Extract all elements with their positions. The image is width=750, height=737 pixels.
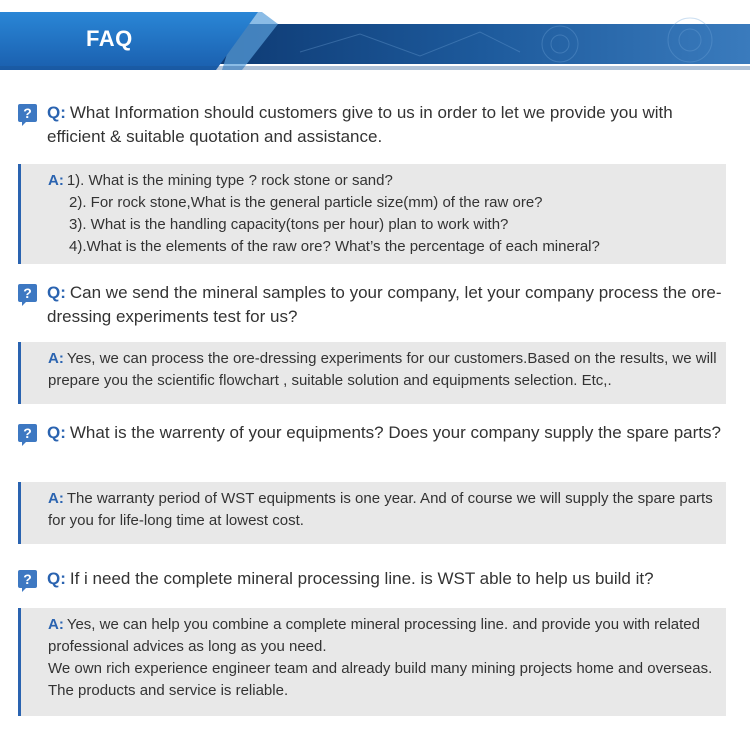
question-label: Q:: [47, 569, 66, 588]
answer-label: A:: [48, 172, 64, 189]
faq-question-1: [18, 101, 733, 149]
question-text: What is the warrenty of your equipments? Does your company supply the spare parts?: [69, 423, 721, 442]
answer-label: A:: [48, 616, 64, 633]
question-label: Q:: [47, 283, 66, 302]
question-text: What Information should customers give to us in order to let we provide you with efficient & suitable quotation and assistance.: [47, 103, 673, 146]
faq-question-4: [18, 567, 733, 591]
faq-answer-4: [18, 608, 726, 716]
faq-banner: [0, 12, 750, 70]
answer-line: 2). For rock stone,What is the general particle size(mm) of the raw ore?: [69, 194, 543, 211]
question-text: Can we send the mineral samples to your company, let your company process the ore-dressing experiments test for us?: [47, 283, 722, 326]
faq-answer-3: [18, 482, 726, 544]
question-label: Q:: [47, 103, 66, 122]
answer-text: Yes, we can help you combine a complete mineral processing line. and provide you with related professional advices as long as you need.: [48, 616, 700, 655]
question-label: Q:: [47, 423, 66, 442]
answer-label: A:: [48, 350, 64, 367]
answer-line: 4).What is the elements of the raw ore? What’s the percentage of each mineral?: [69, 238, 600, 255]
answer-text: The warranty period of WST equipments is one year. And of course we will supply the spare parts for you for life-long time at lowest cost.: [48, 490, 713, 529]
answer-text: Yes, we can process the ore-dressing experiments for our customers.Based on the results, we will prepare you the scientific flowchart , suitable solution and equipments selection. Etc,.: [48, 350, 717, 389]
page-title: FAQ: [86, 26, 133, 51]
question-icon: ?: [18, 570, 37, 588]
faq-answer-1: [18, 164, 726, 264]
faq-question-2: [18, 281, 733, 329]
question-icon: ?: [18, 104, 37, 122]
question-icon: ?: [18, 284, 37, 302]
answer-line: 1). What is the mining type ? rock stone or sand?: [66, 172, 393, 189]
question-text: If i need the complete mineral processing line. is WST able to help us build it?: [69, 569, 654, 588]
faq-answer-2: [18, 342, 726, 404]
answer-line: 3). What is the handling capacity(tons per hour) plan to work with?: [69, 216, 509, 233]
answer-label: A:: [48, 490, 64, 507]
question-icon: ?: [18, 424, 37, 442]
faq-question-3: [18, 421, 733, 445]
answer-text: We own rich experience engineer team and already build many mining projects home and overseas. The products and service is reliable.: [48, 660, 713, 699]
